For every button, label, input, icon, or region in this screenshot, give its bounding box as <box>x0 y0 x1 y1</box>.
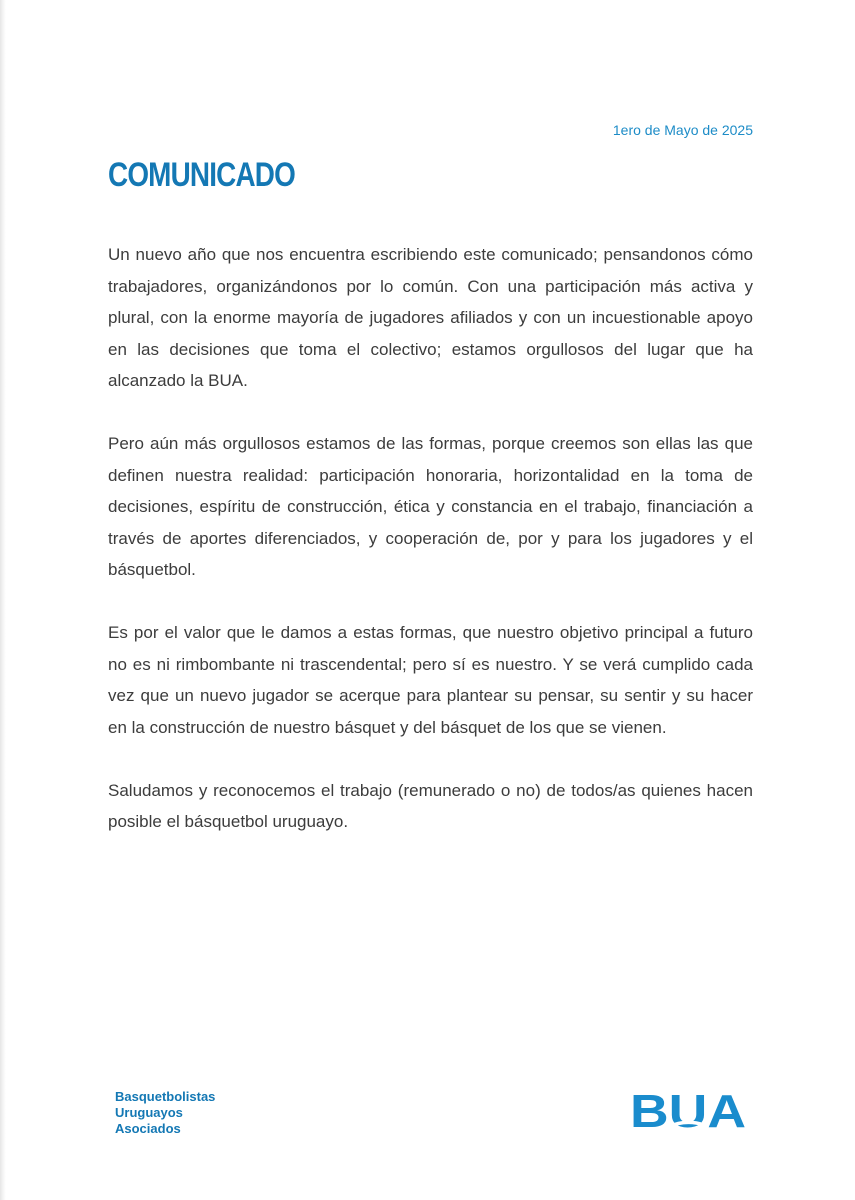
document-title: COMUNICADO <box>108 156 295 194</box>
org-name-line: Uruguayos <box>115 1105 183 1120</box>
paragraph: Pero aún más orgullosos estamos de las formas, porque creemos son ellas las que definen nuestra realidad: participación honoraria, horizontalidad en la toma de decisiones, espíritu de construcción, ética y constancia en el trabajo, financiación a través de aportes diferenciados, y cooperación de, por y para los jugadores y el básquetbol. <box>108 434 753 579</box>
org-name-line: Asociados <box>115 1121 181 1136</box>
paragraph: Un nuevo año que nos encuentra escribiendo este comunicado; pensandonos cómo trabajadores, organizándonos por lo común. Con una participación más activa y plural, con la enorme mayoría de jugadores afiliados y con un incuestionable apoyo en las decisiones que toma el colectivo; estamos orgullosos del lugar que ha alcanzado la BUA. <box>108 245 753 390</box>
paragraph: Es por el valor que le damos a estas formas, que nuestro objetivo principal a futuro no es ni rimbombante ni trascendental; pero sí es nuestro. Y se verá cumplido cada vez que un nuevo jugador se acerque para plantear su pensar, su sentir y su hacer en la construcción de nuestro básquet y del básquet de los que se vienen. <box>108 623 753 737</box>
page-edge-shadow <box>0 0 6 1200</box>
document-body <box>108 239 753 869</box>
document-date: 1ero de Mayo de 2025 <box>612 122 753 138</box>
organization-name <box>115 1089 215 1137</box>
org-name-line: Basquetbolistas <box>115 1089 216 1104</box>
bua-logo-text: BUA <box>630 1085 746 1135</box>
paragraph: Saludamos y reconocemos el trabajo (remunerado o no) de todos/as quienes hacen posible el básquetbol uruguayo. <box>108 780 753 831</box>
bua-logo <box>628 1083 748 1135</box>
